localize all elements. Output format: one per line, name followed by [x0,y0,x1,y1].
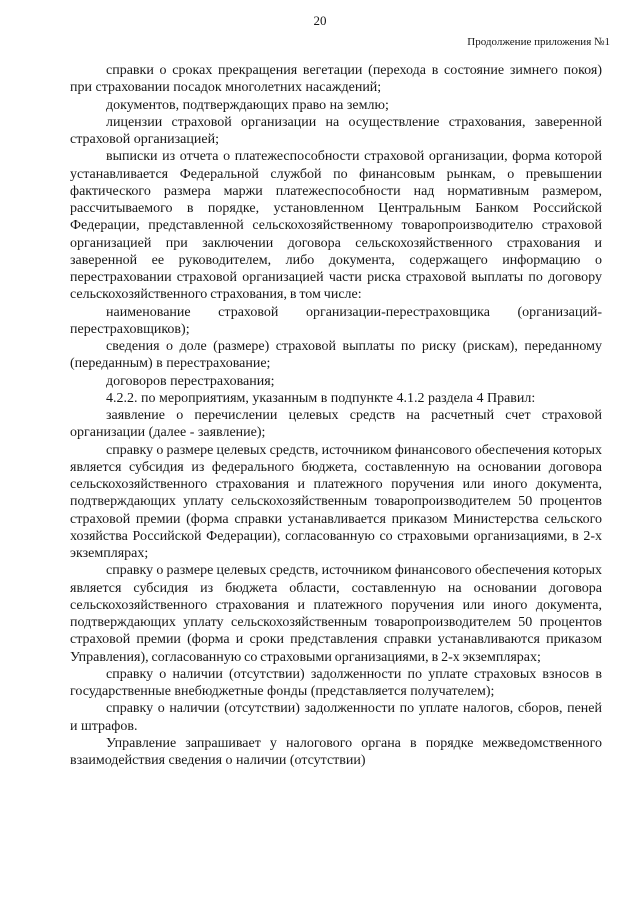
paragraph: Управление запрашивает у налогового органа в порядке межведомственного взаимодействия сведения о наличии (отсутствии) [70,735,602,768]
paragraph: наименование страховой организации-перестраховщика (организаций-перестраховщиков); [70,304,602,337]
document-body [70,62,602,769]
paragraph: сведения о доле (размере) страховой выплаты по риску (рискам), переданному (переданным) в перестрахование; [70,339,602,372]
running-header: Продолжение приложения №1 [467,36,610,48]
paragraph: документов, подтверждающих право на землю; [106,97,389,113]
paragraph: 4.2.2. по мероприятиям, указанным в подпункте 4.1.2 раздела 4 Правил: [106,390,536,406]
paragraph: заявление о перечислении целевых средств на расчетный счет страховой организации (далее - заявление); [70,408,602,441]
paragraph: справку о наличии (отсутствии) задолженности по уплате налогов, сборов, пеней и штрафов. [70,701,602,734]
paragraph: договоров перестрахования; [106,373,275,389]
paragraph: справку о размере целевых средств, источником финансового обеспечения которых является субсидия из бюджета области, составленную на основании договора сельскохозяйственного страхования и платежного поручения или иного документа, подтверждающих уплату сельскохозяйственным товаропроизводителем 50 процентов страховой премии (форма и сроки представления справки устанавливаются приказом Управления), согласованную со страховыми организациями, в 2-х экземплярах; [70,563,602,665]
paragraph: лицензии страховой организации на осуществление страхования, заверенной страховой организацией; [70,114,602,147]
paragraph: справку о наличии (отсутствии) задолженности по уплате страховых взносов в государственные внебюджетные фонды (представляется получателем); [70,666,602,699]
paragraph: справку о размере целевых средств, источником финансового обеспечения которых является субсидия из федерального бюджета, составленную на основании договора сельскохозяйственного страхования и платежного поручения или иного документа, подтверждающих уплату сельскохозяйственным товаропроизводителем 50 процентов страховой премии (форма справки устанавливается приказом Министерства сельского хозяйства Российской Федерации), согласованную со страховыми организациями, в 2-х экземплярах; [70,442,602,561]
paragraph: справки о сроках прекращения вегетации (перехода в состояние зимнего покоя) при страховании посадок многолетних насаждений; [70,63,602,96]
page-number: 20 [313,13,327,28]
paragraph: выписки из отчета о платежеспособности страховой организации, форма которой устанавливается Федеральной службой по финансовым рынкам, о превышении фактического размера маржи платежеспособности над нормативным размером, рассчитываемого в порядке, установленном Центральным Банком Российской Федерации, представленной сельскохозяйственному товаропроизводителю страховой организацией при заключении договора сельскохозяйственного страхования и заверенной ее руководителем, либо документа, содержащего информацию о перестраховании страховой организацией части риска страховой выплаты по договору сельскохозяйственного страхования, в том числе: [70,149,602,303]
